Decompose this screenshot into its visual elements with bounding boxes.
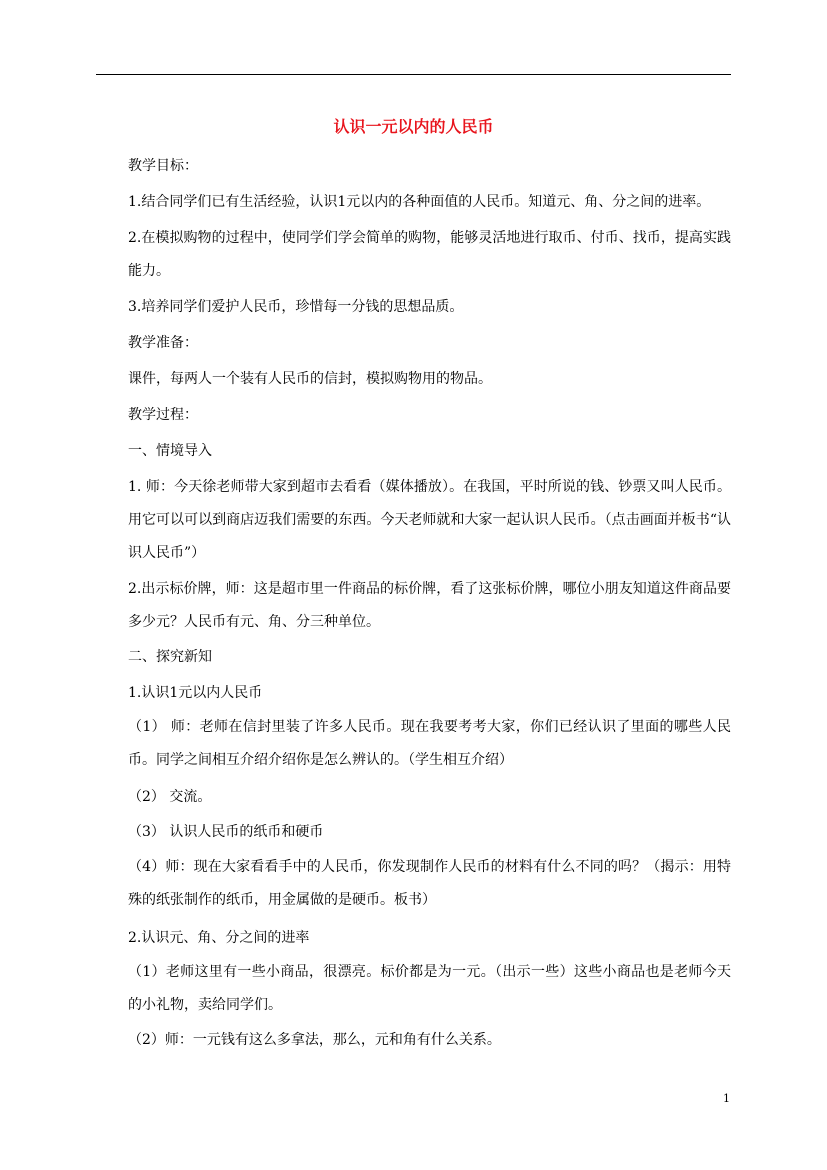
paragraph-step-5: （1）老师这里有一些小商品，很漂亮。标价都是为一元。（出示一些）这些小商品也是老师今天的小礼物，卖给同学们。 <box>128 964 731 1013</box>
paragraph-intro-2: 2.出示标价牌，师：这是超市里一件商品的标价牌，看了这张标价牌，哪位小朋友知道这件商品要多少元？人民币有元、角、分三种单位。 <box>128 581 731 630</box>
paragraph-subsection-2-heading: 2.认识元、角、分之间的进率 <box>128 930 310 946</box>
paragraph-step-1: （1） 师：老师在信封里装了许多人民币。现在我要考考大家，你们已经认识了里面的哪些人民币。同学之间相互介绍介绍你是怎么辨认的。（学生相互介绍） <box>128 719 731 768</box>
paragraph-preparation-heading: 教学准备： <box>128 335 198 351</box>
paragraph-intro-1: 1. 师：今天徐老师带大家到超市去看看（媒体播放）。在我国，平时所说的钱、钞票又叫人民币。用它可以可以到商店迈我们需要的东西。今天老师就和大家一起认识人民币。（点击画面并板书“认识人民币”） <box>128 479 731 561</box>
paragraph-objective-1: 1.结合同学们已有生活经验，认识1元以内的各种面值的人民币。知道元、角、分之间的进率。 <box>128 194 711 210</box>
paragraph-objectives-heading: 教学目标： <box>128 158 198 174</box>
paragraph-step-2: （2） 交流。 <box>128 789 212 805</box>
paragraph-objective-2: 2.在模拟购物的过程中，使同学们学会简单的购物，能够灵活地进行取币、付币、找币，提高实践能力。 <box>128 230 731 279</box>
paragraph-section-1-heading: 一、情境导入 <box>128 443 212 459</box>
paragraph-step-4: （4）师：现在大家看看手中的人民币，你发现制作人民币的材料有什么不同的吗？（揭示：用特殊的纸张制作的纸币，用金属做的是硬币。板书） <box>128 859 731 908</box>
document-title: 认识一元以内的人民币 <box>333 117 494 136</box>
paragraph-objective-3: 3.培养同学们爱护人民币，珍惜每一分钱的思想品质。 <box>128 299 464 315</box>
paragraph-subsection-1-heading: 1.认识1元以内人民币 <box>128 685 263 701</box>
paragraph-step-6: （2）师：一元钱有这么多拿法，那么，元和角有什么关系。 <box>128 1032 501 1048</box>
paragraph-process-heading: 教学过程： <box>128 407 198 423</box>
paragraph-preparation: 课件，每两人一个装有人民币的信封，模拟购物用的物品。 <box>128 371 492 387</box>
page-number: 1 <box>723 1092 730 1105</box>
paragraph-section-2-heading: 二、探究新知 <box>128 649 212 665</box>
header-rule <box>96 74 731 75</box>
paragraph-step-3: （3） 认识人民币的纸币和硬币 <box>128 824 324 840</box>
